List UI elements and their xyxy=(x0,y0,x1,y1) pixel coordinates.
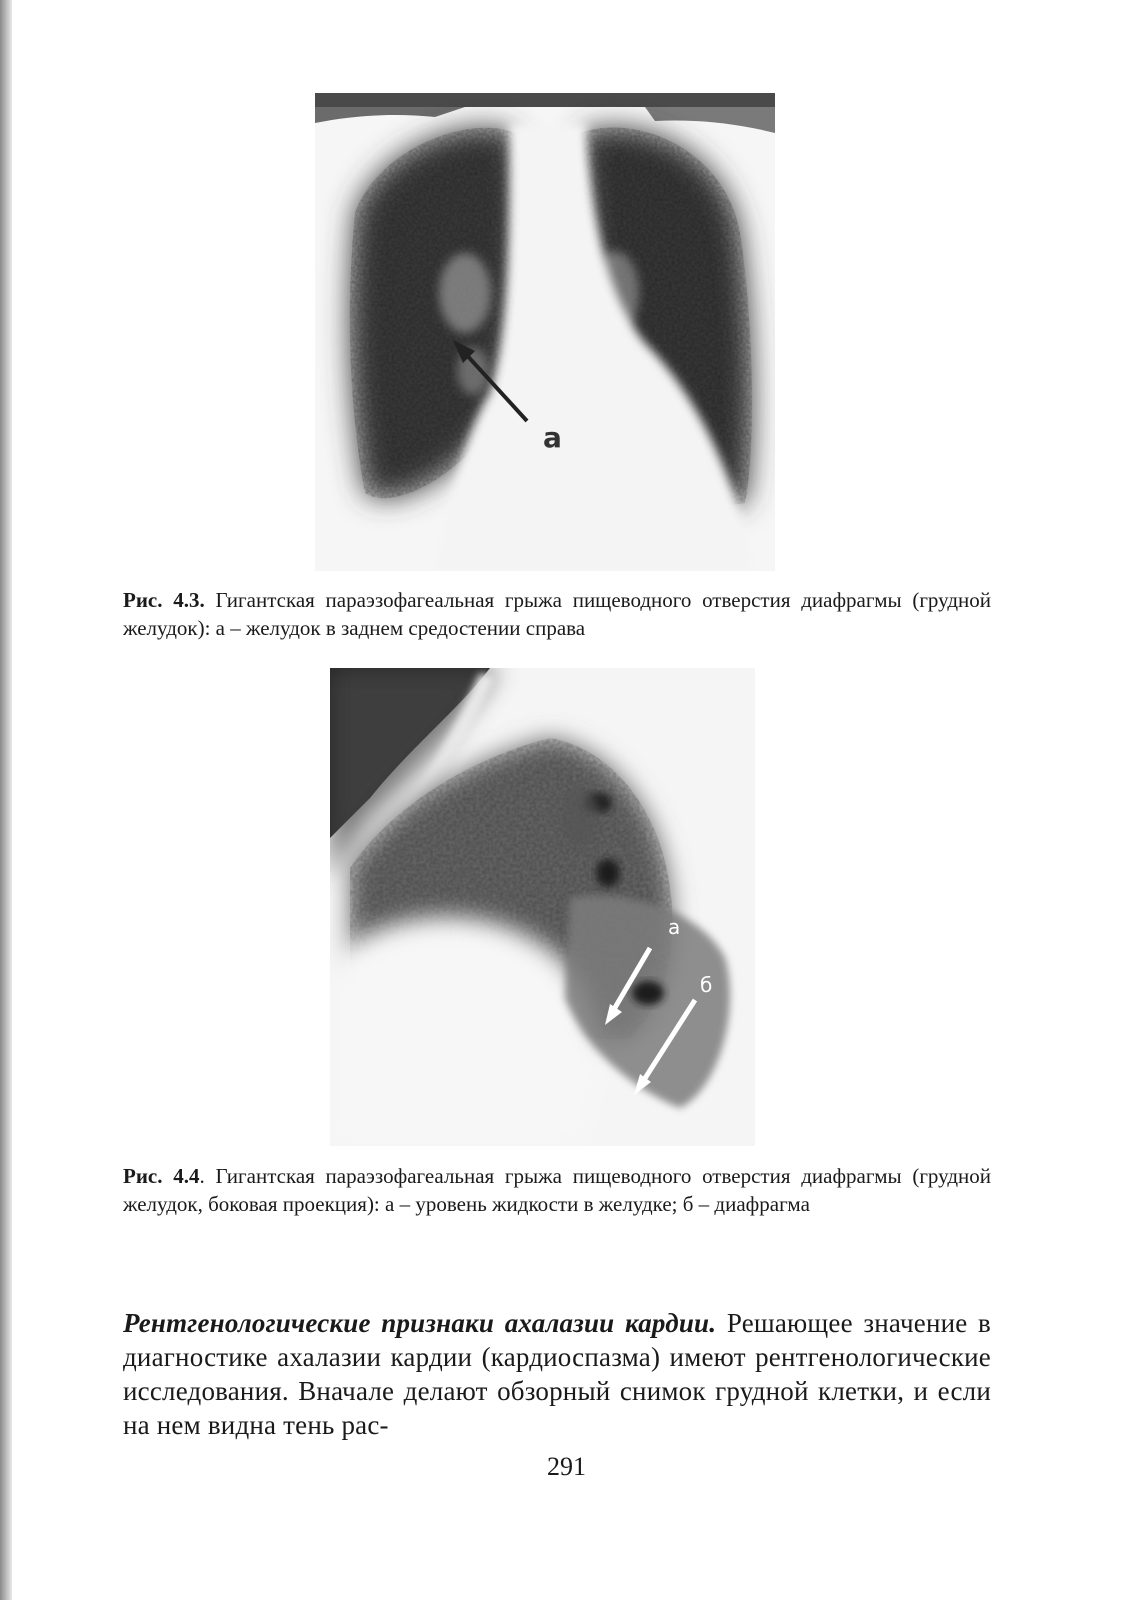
figure-4-3-caption-text: Гигантская параэзофагеальная грыжа пищеводного отверстия диафрагмы (грудной желудок): а – желудок в заднем средостении справа xyxy=(123,588,991,640)
xray-lateral-image xyxy=(330,668,755,1146)
figure-4-4-caption-text: . Гигантская параэзофагеальная грыжа пищеводного отверстия диафрагмы (грудной желудок, боковая проекция): а – уровень жидкости в желудке; б – диафрагма xyxy=(123,1164,991,1216)
marker-b-label: б xyxy=(700,973,713,997)
section-heading: Рентгенологические признаки ахалазии кардии. xyxy=(123,1308,717,1338)
page-number: 291 xyxy=(547,1452,586,1481)
paragraph-text: Решающее значение в диагностике ахалазии кардии (кардиоспазма) имеют рентгенологические исследования. Вначале делают обзорный снимок грудной клетки, и если на нем видна тень рас- xyxy=(123,1308,991,1440)
figure-4-3-caption xyxy=(123,586,991,642)
figure-4-4-caption xyxy=(123,1162,991,1218)
figure-4-3-caption-label: Рис. 4.3. xyxy=(123,588,205,612)
page-edge-shadow xyxy=(0,0,12,1600)
figure-4-4-caption-label: Рис. 4.4 xyxy=(123,1164,200,1188)
figure-xray-lateral xyxy=(330,668,755,1146)
figure-xray-frontal xyxy=(315,93,775,571)
body-paragraph xyxy=(123,1306,991,1442)
xray-frontal-image xyxy=(315,93,775,571)
marker-a-label: а xyxy=(543,421,562,454)
marker-a-label: а xyxy=(668,915,681,939)
